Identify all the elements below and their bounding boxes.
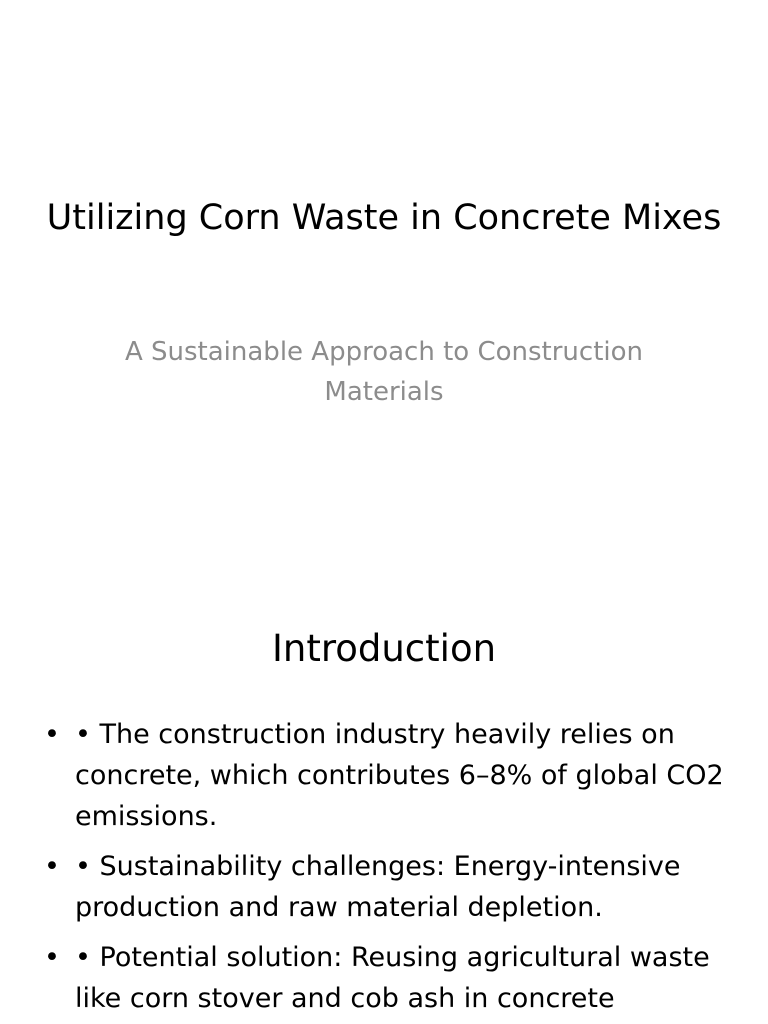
bullet-icon: •: [44, 942, 60, 973]
bullet-text: • Sustainability challenges: Energy-intensive production and raw material depletion.: [75, 851, 681, 923]
bullet-text: • Potential solution: Reusing agricultural waste like corn stover and cob ash in concrete: [75, 942, 710, 1014]
bullet-list: [40, 714, 730, 1024]
bullet-icon: •: [44, 719, 60, 750]
slide-heading: Introduction: [271, 627, 497, 670]
bullet-item: [40, 937, 730, 1019]
presentation-subtitle: A Sustainable Approach to Construction Materials: [124, 337, 644, 407]
bullet-item: [40, 846, 730, 928]
bullet-item: [40, 714, 730, 837]
bullet-icon: •: [44, 851, 60, 882]
introduction-slide: [0, 576, 768, 1024]
presentation-title: Utilizing Corn Waste in Concrete Mixes: [46, 198, 722, 238]
bullet-text: • The construction industry heavily relies on concrete, which contributes 6–8% of global CO2 emissions.: [75, 719, 724, 832]
